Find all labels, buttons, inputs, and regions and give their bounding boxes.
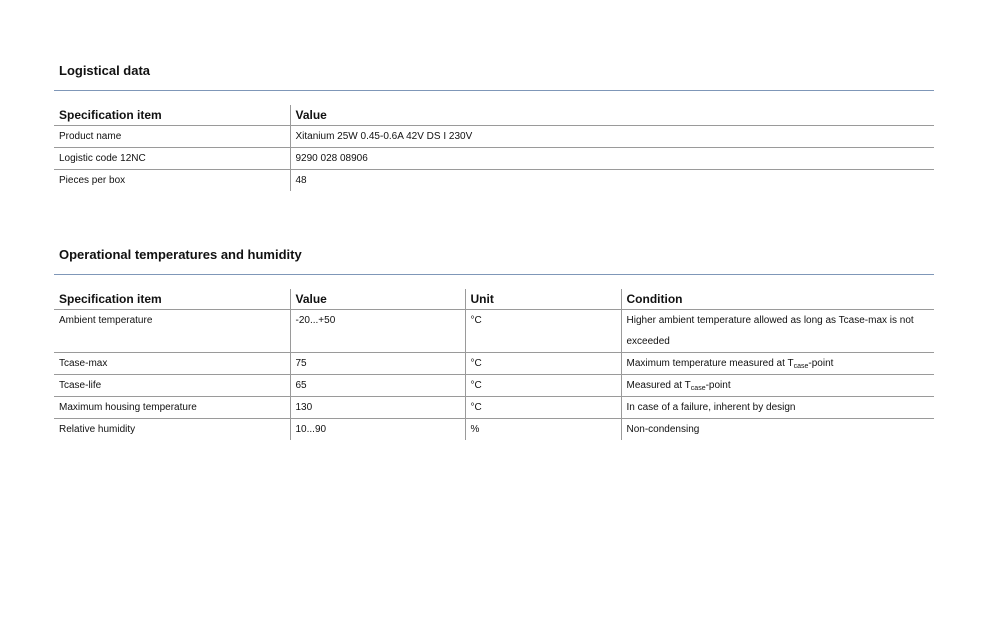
spec-value-cell: 75 [290, 353, 465, 375]
spec-value-cell: -20...+50 [290, 310, 465, 353]
spec-item-cell: Relative humidity [59, 424, 136, 435]
table-row [54, 126, 934, 148]
spec-item-cell: Ambient temperature [54, 310, 290, 353]
spec-item-cell: Tcase-life [54, 375, 290, 397]
condition-text-continued: exceeded [626, 336, 670, 347]
operational-temperatures-table [54, 289, 934, 440]
spec-value-cell: Xitanium 25W 0.45-0.6A 42V DS I 230V [290, 126, 934, 148]
table-row [54, 310, 934, 353]
spec-value-cell: 65 [290, 375, 465, 397]
logistical-data-section [54, 63, 934, 191]
table-row [54, 419, 934, 441]
logistical-data-table [54, 105, 934, 191]
column-header: Condition [621, 289, 934, 310]
section-title: Logistical data [59, 63, 151, 78]
condition-subscript: case [793, 363, 809, 370]
spec-item-cell: Logistic code 12NC [54, 148, 290, 170]
spec-value-cell: 130 [290, 397, 465, 419]
spec-unit-cell: °C [465, 375, 621, 397]
spec-item-cell: Tcase-max [54, 353, 290, 375]
condition-text: Higher ambient temperature allowed as long as Tcase-max is not [626, 315, 914, 326]
spec-value-cell: 10...90 [290, 419, 465, 441]
column-header: Value [290, 289, 465, 310]
table-row [54, 353, 934, 375]
table-row [54, 375, 934, 397]
spec-item-cell: Maximum housing temperature [54, 397, 290, 419]
column-header: Value [290, 105, 934, 126]
column-header: Specification item [54, 105, 290, 126]
condition-subscript: case [690, 385, 706, 392]
section-divider [54, 90, 934, 91]
spec-unit-cell: °C [465, 397, 621, 419]
section-title: Operational temperatures and humidity [59, 247, 302, 262]
spec-condition-cell [621, 310, 934, 353]
table-row [54, 170, 934, 192]
condition-text-suffix: -point [705, 380, 731, 391]
spec-condition-cell [621, 353, 934, 375]
spec-value-cell: 48 [290, 170, 934, 192]
column-header: Specification item [54, 289, 290, 310]
table-header-row [54, 289, 934, 310]
spec-value-cell: 9290 028 08906 [290, 148, 934, 170]
spec-unit-cell: % [465, 419, 621, 441]
condition-text-suffix: -point [808, 358, 834, 369]
table-header-row [54, 105, 934, 126]
condition-text: Maximum temperature measured at T [626, 358, 794, 369]
table-row [54, 397, 934, 419]
spec-unit-cell: °C [465, 310, 621, 353]
spec-unit-cell: °C [465, 353, 621, 375]
spec-item-cell: Pieces per box [59, 175, 126, 186]
table-row [54, 148, 934, 170]
spec-condition-cell [621, 375, 934, 397]
section-divider [54, 274, 934, 275]
spec-condition-cell: Non-condensing [621, 419, 934, 441]
spec-item-cell: Product name [54, 126, 290, 148]
column-header: Unit [465, 289, 621, 310]
spec-condition-cell: In case of a failure, inherent by design [621, 397, 934, 419]
condition-text: Measured at T [626, 380, 691, 391]
operational-temperatures-section [54, 247, 934, 440]
